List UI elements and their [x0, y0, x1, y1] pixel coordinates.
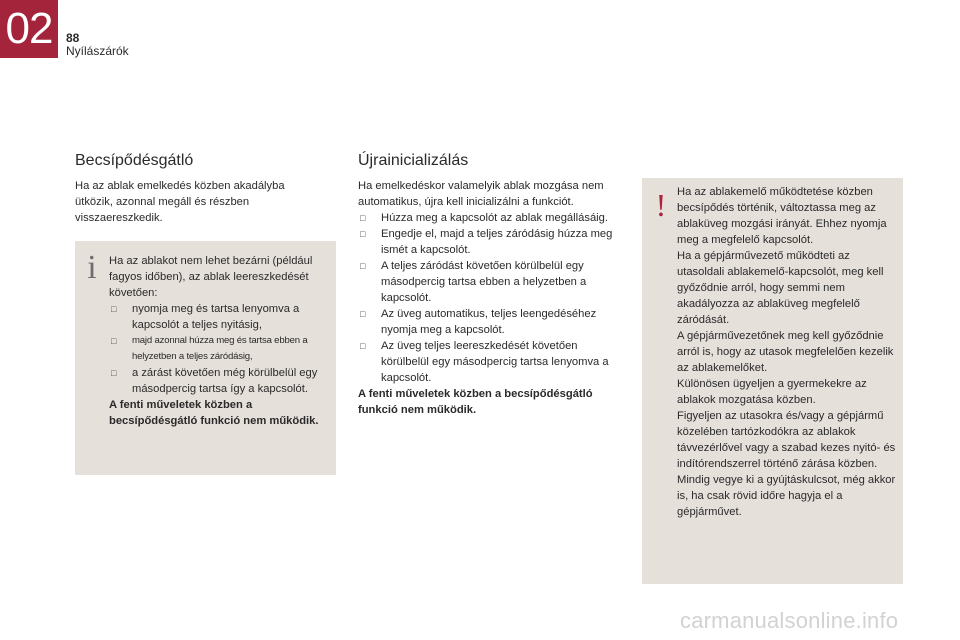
- reinit-intro: Ha emelkedéskor valamelyik ablak mozgása nem automatikus, újra kell inicializálni a funkciót.: [358, 180, 604, 208]
- info-step: □ majd azonnal húzza meg és tartsa ebben a helyzetben a teljes záródásig,: [109, 333, 331, 365]
- reinit-steps: [358, 210, 624, 386]
- warning-icon: !: [655, 187, 667, 223]
- reinit-step: □ A teljes záródást követően körülbelül egy másodpercig tartsa ebben a helyzetben a kapcsolót.: [358, 258, 624, 306]
- info-steps: [109, 301, 331, 397]
- reinit-heading: Újrainicializálás: [358, 152, 469, 169]
- reinit-note: A fenti műveletek közben a becsípődésgátló funkció nem működik.: [358, 388, 593, 416]
- reinit-body: [358, 178, 624, 418]
- reinit-step: □ Az üveg teljes leereszkedését követően körülbelül egy másodpercig tartsa lenyomva a kapcsolót.: [358, 338, 624, 386]
- watermark: carmanualsonline.info: [680, 608, 899, 633]
- reinit-step: □ Engedje el, majd a teljes záródásig húzza meg ismét a kapcsolót.: [358, 226, 624, 258]
- warning-paragraph: Figyeljen az utasokra és/vagy a gépjármű közelében tartózkodókra az ablakok távvezérlővel vagy a szabad kezes nyitó- és indítórendszerrel történő zárása közben.: [677, 410, 896, 470]
- info-step: □ nyomja meg és tartsa lenyomva a kapcsolót a teljes nyitásig,: [109, 301, 331, 333]
- page-number: 88: [66, 31, 80, 45]
- warning-paragraph: Mindig vegye ki a gyújtáskulcsot, még akkor is, ha csak rövid időre hagyja el a gépjárművet.: [677, 474, 896, 518]
- section-title: Nyílászárók: [66, 44, 129, 58]
- warning-text: [677, 184, 899, 520]
- reinit-step: □ Húzza meg a kapcsolót az ablak megállásáig.: [358, 210, 624, 226]
- warning-paragraph: Ha az ablakemelő működtetése közben becsípődés történik, változtassa meg az ablaküveg mozgási irányát. Ehhez nyomja meg a megfelelő kapcsolót.: [677, 186, 887, 246]
- reinit-step: □ Az üveg automatikus, teljes leengedéséhez nyomja meg a kapcsolót.: [358, 306, 624, 338]
- warning-paragraph: Ha a gépjárművezető működteti az utasoldali ablakemelő-kapcsolót, meg kell győződnie arról, hogy semmi nem akadályozza az ablaküveg megfelelő záródását.: [677, 250, 884, 326]
- anti-pinch-heading: Becsípődésgátló: [75, 152, 194, 169]
- chapter-badge: 02: [0, 0, 58, 58]
- warning-box: [642, 178, 903, 584]
- info-box-text: [109, 253, 331, 429]
- warning-paragraph: Különösen ügyeljen a gyermekekre az ablakok mozgatása közben.: [677, 378, 867, 406]
- info-step: □ a zárást követően még körülbelül egy másodpercig tartsa így a kapcsolót.: [109, 365, 331, 397]
- info-icon: i: [87, 249, 97, 286]
- info-box: [75, 241, 336, 475]
- info-lead: Ha az ablakot nem lehet bezárni (például fagyos időben), az ablak leereszkedését követően:: [109, 255, 313, 299]
- anti-pinch-intro: Ha az ablak emelkedés közben akadályba ütközik, azonnal megáll és részben visszaereszkedik.: [75, 180, 285, 224]
- info-note: A fenti műveletek közben a becsípődésgátló funkció nem működik.: [109, 399, 319, 427]
- warning-paragraph: A gépjárművezetőnek meg kell győződnie arról is, hogy az utasok megfelelően kezelik az ablakemelőket.: [677, 330, 894, 374]
